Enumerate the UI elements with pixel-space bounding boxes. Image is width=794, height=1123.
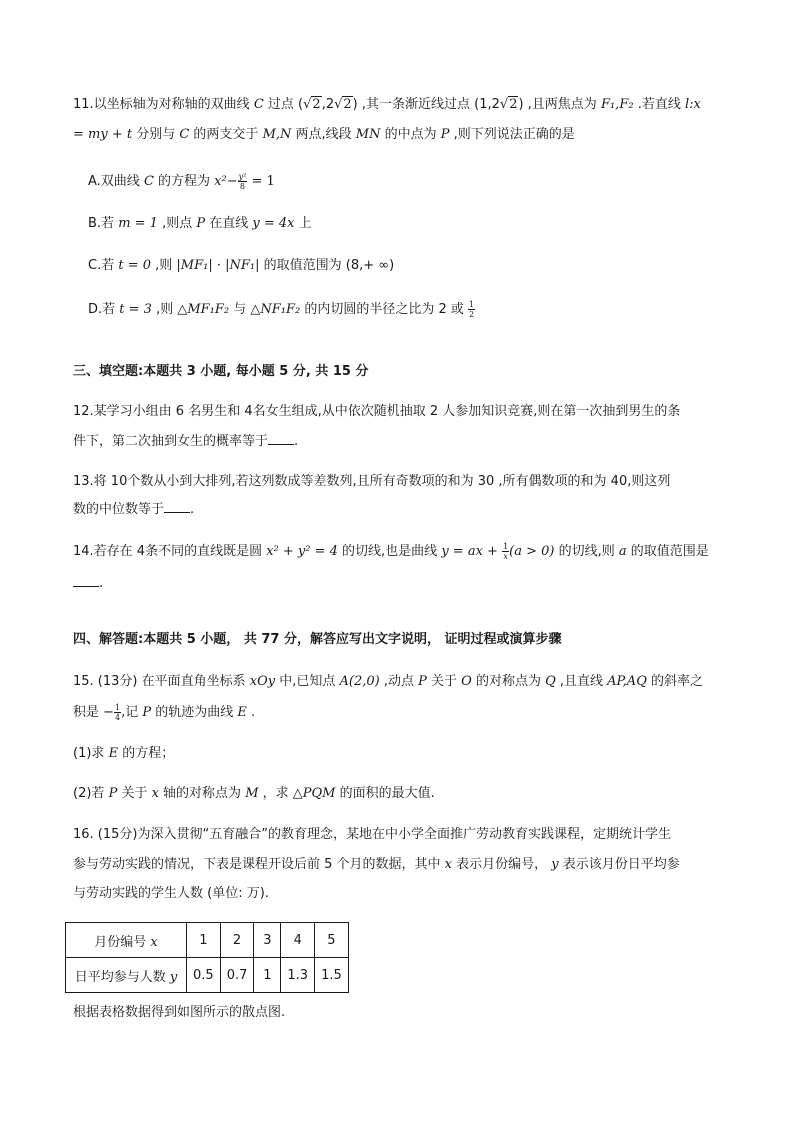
- text: 两点,线段: [291, 127, 356, 142]
- q16-footer: 根据表格数据得到如图所示的散点图.: [73, 1005, 286, 1020]
- math-curve: y = ax +: [441, 544, 503, 559]
- math: |MF₁| · |NF₁|: [176, 258, 260, 273]
- math-line-l: l:x: [684, 97, 701, 112]
- minus: −: [226, 174, 238, 189]
- text: 的轨迹为曲线: [151, 705, 238, 720]
- math-p: P: [440, 127, 450, 142]
- math: x: [151, 786, 159, 801]
- text: B.若: [88, 216, 119, 231]
- text: 轴的对称点为: [158, 786, 246, 801]
- answer-blank: [268, 432, 294, 445]
- text: 14.若存在 4条不同的直线既是圆: [73, 544, 267, 559]
- text: 过点 (: [263, 97, 304, 112]
- den: 4: [115, 713, 121, 722]
- math: y = 4x: [252, 216, 295, 231]
- math-p: P: [418, 674, 427, 689]
- math: NF₁F₂: [260, 302, 301, 317]
- math-c: C: [179, 127, 190, 142]
- q13-line1: 13.将 10个数从小到大排列,若这列数成等差数列,且所有奇数项的和为 30 ,所有偶数项的和为 40,则这列: [73, 474, 671, 489]
- answer-blank: [73, 574, 99, 587]
- text: 11.以坐标轴为对称轴的双曲线: [73, 97, 254, 112]
- num: 1: [469, 300, 475, 309]
- text: 的两支交于: [189, 127, 263, 142]
- math: t = 3: [119, 302, 152, 317]
- text: ) ,其一条渐近线过点 (1,2: [352, 97, 500, 112]
- math-a: a: [618, 544, 627, 559]
- math: M: [245, 786, 259, 801]
- text: 分别与: [132, 127, 180, 142]
- text: .若直线: [633, 97, 685, 112]
- text: ,2: [321, 97, 335, 112]
- math: O: [461, 674, 472, 689]
- num: y²: [238, 172, 247, 181]
- text: 的面积的最大值.: [335, 786, 435, 801]
- table-cell: 1: [187, 923, 221, 958]
- table-cell: 0.5: [187, 958, 221, 993]
- answer-blank: [164, 500, 190, 513]
- text: ,记: [121, 705, 143, 720]
- text: 与 △: [229, 302, 261, 317]
- text: 的切线,则: [554, 544, 619, 559]
- text: 在直线: [205, 216, 253, 231]
- text: 的取值范围为 (8,+ ∞): [259, 258, 395, 273]
- text: 月份编号: [94, 934, 151, 950]
- text: ,则下列说法正确的是: [449, 127, 575, 142]
- data-table: [65, 922, 349, 993]
- text: ,则点: [157, 216, 197, 231]
- text: 关于: [426, 674, 462, 689]
- q11-option-c: [88, 256, 394, 276]
- math: MF₁F₂: [187, 302, 230, 317]
- q16-line1: 16. (15分)为深入贯彻“五育融合”的教育理念，某地在中小学全面推广劳动教育实践课程，定期统计学生: [73, 827, 671, 842]
- math: (a > 0): [509, 544, 555, 559]
- math: y: [169, 969, 178, 985]
- q14-line1: [73, 542, 709, 562]
- table-cell: 3: [254, 923, 281, 958]
- math: E: [237, 705, 247, 720]
- q15-line1: [73, 672, 703, 692]
- q12-line1: 12.某学习小组由 6 名男生和 4名女生组成,从中依次随机抽取 2 人参加知识竞赛,则在第一次抽到男生的条: [73, 404, 681, 419]
- q11-line1: [73, 95, 701, 115]
- table-cell: 0.7: [220, 958, 254, 993]
- text: A.双曲线: [88, 174, 144, 189]
- text: 表示月份编号，: [452, 857, 552, 872]
- math-x2: x²: [214, 174, 227, 189]
- table-row: [66, 958, 349, 993]
- math: y: [551, 857, 559, 872]
- fraction-1-2: [468, 300, 475, 319]
- text: 的内切圆的半径之比为 2 或: [300, 302, 469, 317]
- math-c: C: [253, 97, 264, 112]
- text: ) ,且两焦点为: [518, 97, 601, 112]
- text: (2)若: [73, 786, 109, 801]
- table-header-cell: [66, 923, 187, 958]
- q13-line2: [73, 500, 194, 520]
- text: 关于: [117, 786, 152, 801]
- text: ,则: [151, 258, 177, 273]
- text: .: [190, 502, 195, 517]
- q15-part1: [73, 744, 174, 764]
- math-c: C: [143, 174, 154, 189]
- text: 的方程；: [118, 746, 175, 761]
- table-cell: 4: [281, 923, 315, 958]
- q11-option-b: [88, 214, 312, 234]
- num: 1: [503, 542, 509, 551]
- table-cell: 2: [220, 923, 254, 958]
- sqrt-2: √2: [499, 97, 518, 112]
- q16-line2: [73, 855, 680, 875]
- sqrt-2: √2: [334, 97, 352, 112]
- q14-line2: [73, 574, 103, 594]
- table-header-cell: [66, 958, 187, 993]
- q15-line2: [73, 703, 255, 723]
- text: 的切线,也是曲线: [337, 544, 442, 559]
- text: .: [246, 705, 256, 720]
- q12-line2: [73, 432, 298, 452]
- text: 的取值范围是: [626, 544, 709, 559]
- text: 的方程为: [153, 174, 215, 189]
- math-foci: F₁,F₂: [600, 97, 634, 112]
- math-mn-seg: MN: [355, 127, 381, 142]
- text: ,则 △: [151, 302, 188, 317]
- text: 的斜率之: [646, 674, 703, 689]
- sqrt-2: √2: [303, 97, 321, 112]
- num: 1: [115, 703, 121, 712]
- text: (1)求: [73, 746, 109, 761]
- text: 的对称点为: [471, 674, 546, 689]
- math: E: [108, 746, 119, 761]
- text: .: [99, 576, 104, 591]
- math: x: [444, 857, 453, 872]
- math-circle: x² + y² = 4: [266, 544, 338, 559]
- text: 数的中位数等于: [73, 502, 165, 517]
- math-my-t: = my + t: [73, 127, 133, 142]
- table-cell: 5: [315, 923, 349, 958]
- text: D.若: [88, 302, 120, 317]
- text: .: [294, 434, 299, 449]
- math: xOy: [249, 674, 276, 689]
- math-mn: M,N: [262, 127, 292, 142]
- section-4-heading: 四、解答题:本题共 5 小题， 共 77 分，解答应写出文字说明， 证明过程或演算步骤: [73, 632, 562, 647]
- table-cell: 1: [254, 958, 281, 993]
- math: A(2,0): [339, 674, 380, 689]
- table-cell: 1.3: [281, 958, 315, 993]
- math: AP,AQ: [607, 674, 647, 689]
- table-row: [66, 923, 349, 958]
- math: PQM: [302, 786, 336, 801]
- math-p: P: [196, 216, 206, 231]
- text: 积是 −: [73, 705, 115, 720]
- fraction-y2-8: [238, 172, 248, 191]
- math: x: [150, 934, 158, 950]
- table-cell: 1.5: [315, 958, 349, 993]
- q11-option-a: [88, 172, 275, 192]
- math: t = 0: [118, 258, 151, 273]
- text: 15. (13分) 在平面直角坐标系: [73, 674, 250, 689]
- text: 参与劳动实践的情况，下表是课程开设后前 5 个月的数据，其中: [73, 857, 445, 872]
- text: 中,已知点: [275, 674, 340, 689]
- math-p: P: [142, 705, 152, 720]
- q11-option-d: [88, 300, 475, 320]
- den: x: [503, 552, 508, 561]
- section-3-heading: 三、填空题:本题共 3 小题, 每小题 5 分, 共 15 分: [73, 364, 369, 379]
- text: ,且直线: [555, 674, 608, 689]
- q15-part2: [73, 784, 435, 804]
- q16-line3: 与劳动实践的学生人数 (单位: 万).: [73, 886, 269, 901]
- den: 8: [239, 182, 246, 191]
- text: ，求 △: [258, 786, 303, 801]
- text: ,动点: [379, 674, 419, 689]
- math: m = 1: [118, 216, 158, 231]
- text: 上: [294, 216, 312, 231]
- q11-line2: [73, 125, 575, 145]
- text: 日平均参与人数: [74, 969, 170, 985]
- text: 的中点为: [380, 127, 441, 142]
- text: C.若: [88, 258, 119, 273]
- text: 件下，第二次抽到女生的概率等于: [73, 434, 269, 449]
- den: 2: [469, 310, 475, 319]
- text: 表示该月份日平均参: [558, 857, 680, 872]
- math-eq1: = 1: [251, 174, 275, 189]
- math: Q: [545, 674, 556, 689]
- math-p: P: [108, 786, 118, 801]
